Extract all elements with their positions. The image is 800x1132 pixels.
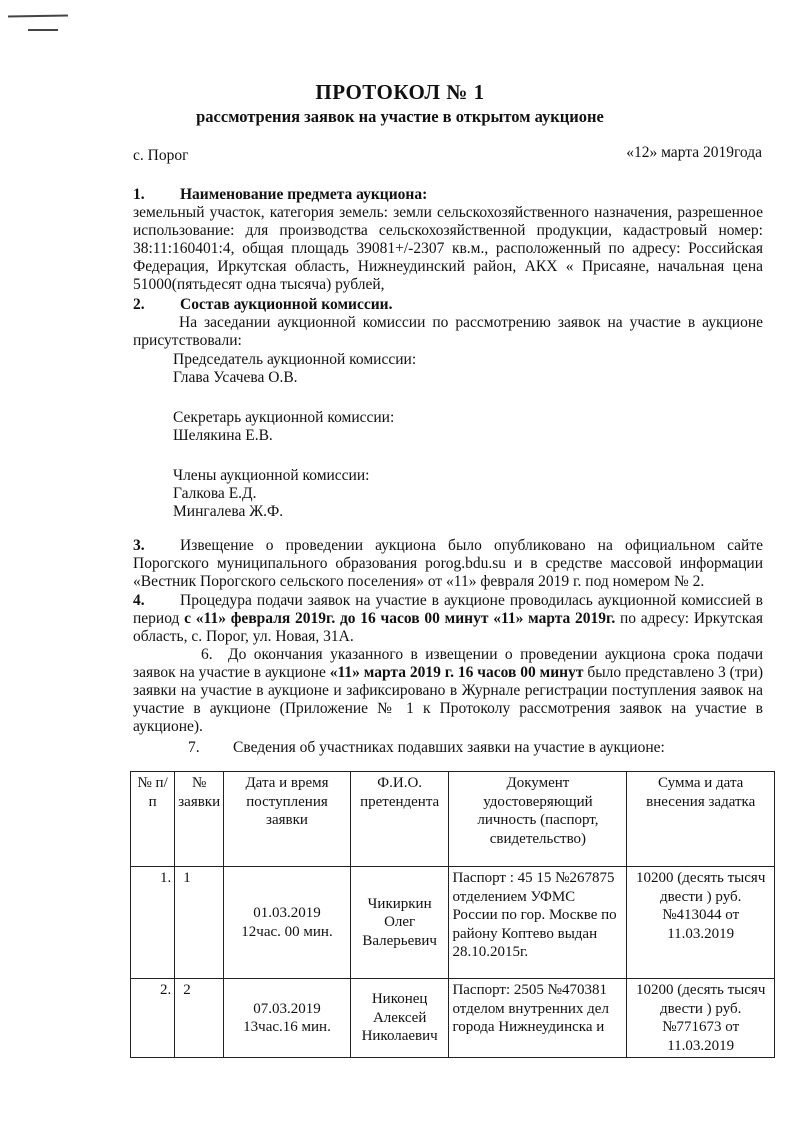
participants-table [130, 771, 775, 1058]
secretary-name: Шелякина Е.В. [173, 427, 273, 444]
section-text: Процедура подачи заявок на участие в аукционе проводилась аукционной комиссией в период [133, 592, 763, 627]
member-name: Мингалева Ж.Ф. [173, 503, 284, 520]
chair-name: Глава Усачева О.В. [173, 369, 298, 386]
column-header: № п/п [131, 772, 175, 867]
identity-document: Паспорт: 2505 №470381 отделом внутренних дел города Нижнеудинска и [449, 979, 627, 1058]
document-place: с. Порог [133, 147, 189, 164]
section-text: по адресу: Иркутская область, с. Порог, ул. Новая, 31А. [133, 610, 763, 645]
section-number: 6. [201, 646, 213, 663]
section-number: 3. [133, 537, 145, 554]
deposit: 10200 (десять тысяч двести ) руб. №771673 от 11.03.2019 [627, 979, 775, 1058]
section-text [133, 314, 763, 350]
chair-label: Председатель аукционной комиссии: [173, 351, 417, 368]
row-number: 1. [131, 867, 175, 979]
scan-artifact-line [28, 29, 58, 31]
column-header: Ф.И.О. претендента [350, 772, 449, 867]
table-row [131, 979, 775, 1058]
secretary-label: Секретарь аукционной комиссии: [173, 409, 395, 426]
application-number: 2 [175, 979, 224, 1058]
applicant-name: Чикиркин Олег Валерьевич [350, 867, 449, 979]
section-4 [133, 592, 763, 646]
row-number: 2. [131, 979, 175, 1058]
table-row [131, 867, 775, 979]
document-title: ПРОТОКОЛ № 1 [315, 80, 485, 104]
section-number: 2. [133, 296, 145, 313]
column-header: Сумма и дата внесения задатка [627, 772, 775, 867]
section-text: было представлено 3 (три) заявки на участие в аукционе и зафиксировано в Журнале регистрации поступления заявок на участие в аукционе (Приложение № 1 к Протоколу рассмотрения заявок на участие в аукционе). [133, 664, 764, 735]
section-text: земельный участок, категория земель: земли сельскохозяйственного назначения, разрешенное использование: для производства сельскохозяйственной продукции, кадастровый номер: 38:11:160401:4, общая площадь 39081+/-2307 кв.м., расположенный по адресу: Российская Федерация, Иркутская область, Нижнеудинский район, АКХ « Присаяне, начальная цена 51000(пятьдесят одна тысяча) рублей, [133, 204, 763, 293]
section-text: До окончания указанного в извещении о проведении аукциона срока подачи заявок на участие в аукционе [133, 646, 763, 681]
section-text-bold: с «11» февраля 2019г. до 16 часов 00 минут «11» марта 2019г. [184, 610, 616, 627]
scan-artifact-line [8, 14, 68, 17]
submission-datetime [224, 867, 351, 979]
document-date: «12» марта 2019года [626, 144, 762, 161]
document-subtitle: рассмотрения заявок на участие в открытом аукционе [196, 107, 604, 126]
submission-datetime [224, 979, 351, 1058]
section-text: Извещение о проведении аукциона было опубликовано на официальном сайте Порогского муниципального образования porog.bdu.su и в средстве массовой информации «Вестник Порогского сельского поселения» от «11» февраля 2019 г. под номером № 2. [133, 537, 763, 590]
submission-time: 12час. 00 мин. [241, 923, 333, 940]
column-header: Документ удостоверяющий личность (паспорт, свидетельство) [449, 772, 627, 867]
submission-date: 01.03.2019 [253, 905, 321, 921]
deposit: 10200 (десять тысяч двести ) руб. №413044 от 11.03.2019 [627, 867, 775, 979]
applicant-name: Никонец Алексей Николаевич [350, 979, 449, 1058]
section-2 [133, 296, 763, 350]
section-6 [133, 646, 763, 736]
section-number: 4. [133, 592, 145, 609]
member-name: Галкова Е.Д. [173, 485, 257, 502]
commission-list [133, 351, 763, 521]
section-3 [133, 537, 763, 591]
column-header: № заявки [175, 772, 224, 867]
submission-time: 13час.16 мин. [243, 1019, 331, 1035]
column-header: Дата и время поступления заявки [224, 772, 351, 867]
section-number: 7. [188, 739, 200, 756]
section-text-bold: «11» марта 2019 г. 16 часов 00 минут [329, 664, 584, 681]
submission-date: 07.03.2019 [253, 1000, 321, 1017]
commission-intro: На заседании аукционной комиссии по рассмотрению заявок на участие в аукционе присутствовали: [133, 314, 763, 349]
section-7 [133, 739, 763, 757]
section-1 [133, 186, 763, 294]
table-header-row [131, 772, 775, 867]
application-number: 1 [175, 867, 224, 979]
section-heading: Наименование предмета аукциона: [180, 186, 428, 203]
members-label: Члены аукционной комиссии: [173, 467, 370, 484]
section-text: Сведения об участниках подавших заявки на участие в аукционе: [233, 739, 665, 756]
identity-document: Паспорт : 45 15 №267875 отделением УФМС России по гор. Москве по району Коптево выдан 28.10.2015г. [449, 867, 627, 979]
section-number: 1. [133, 186, 145, 203]
section-heading: Состав аукционной комиссии. [180, 296, 393, 313]
